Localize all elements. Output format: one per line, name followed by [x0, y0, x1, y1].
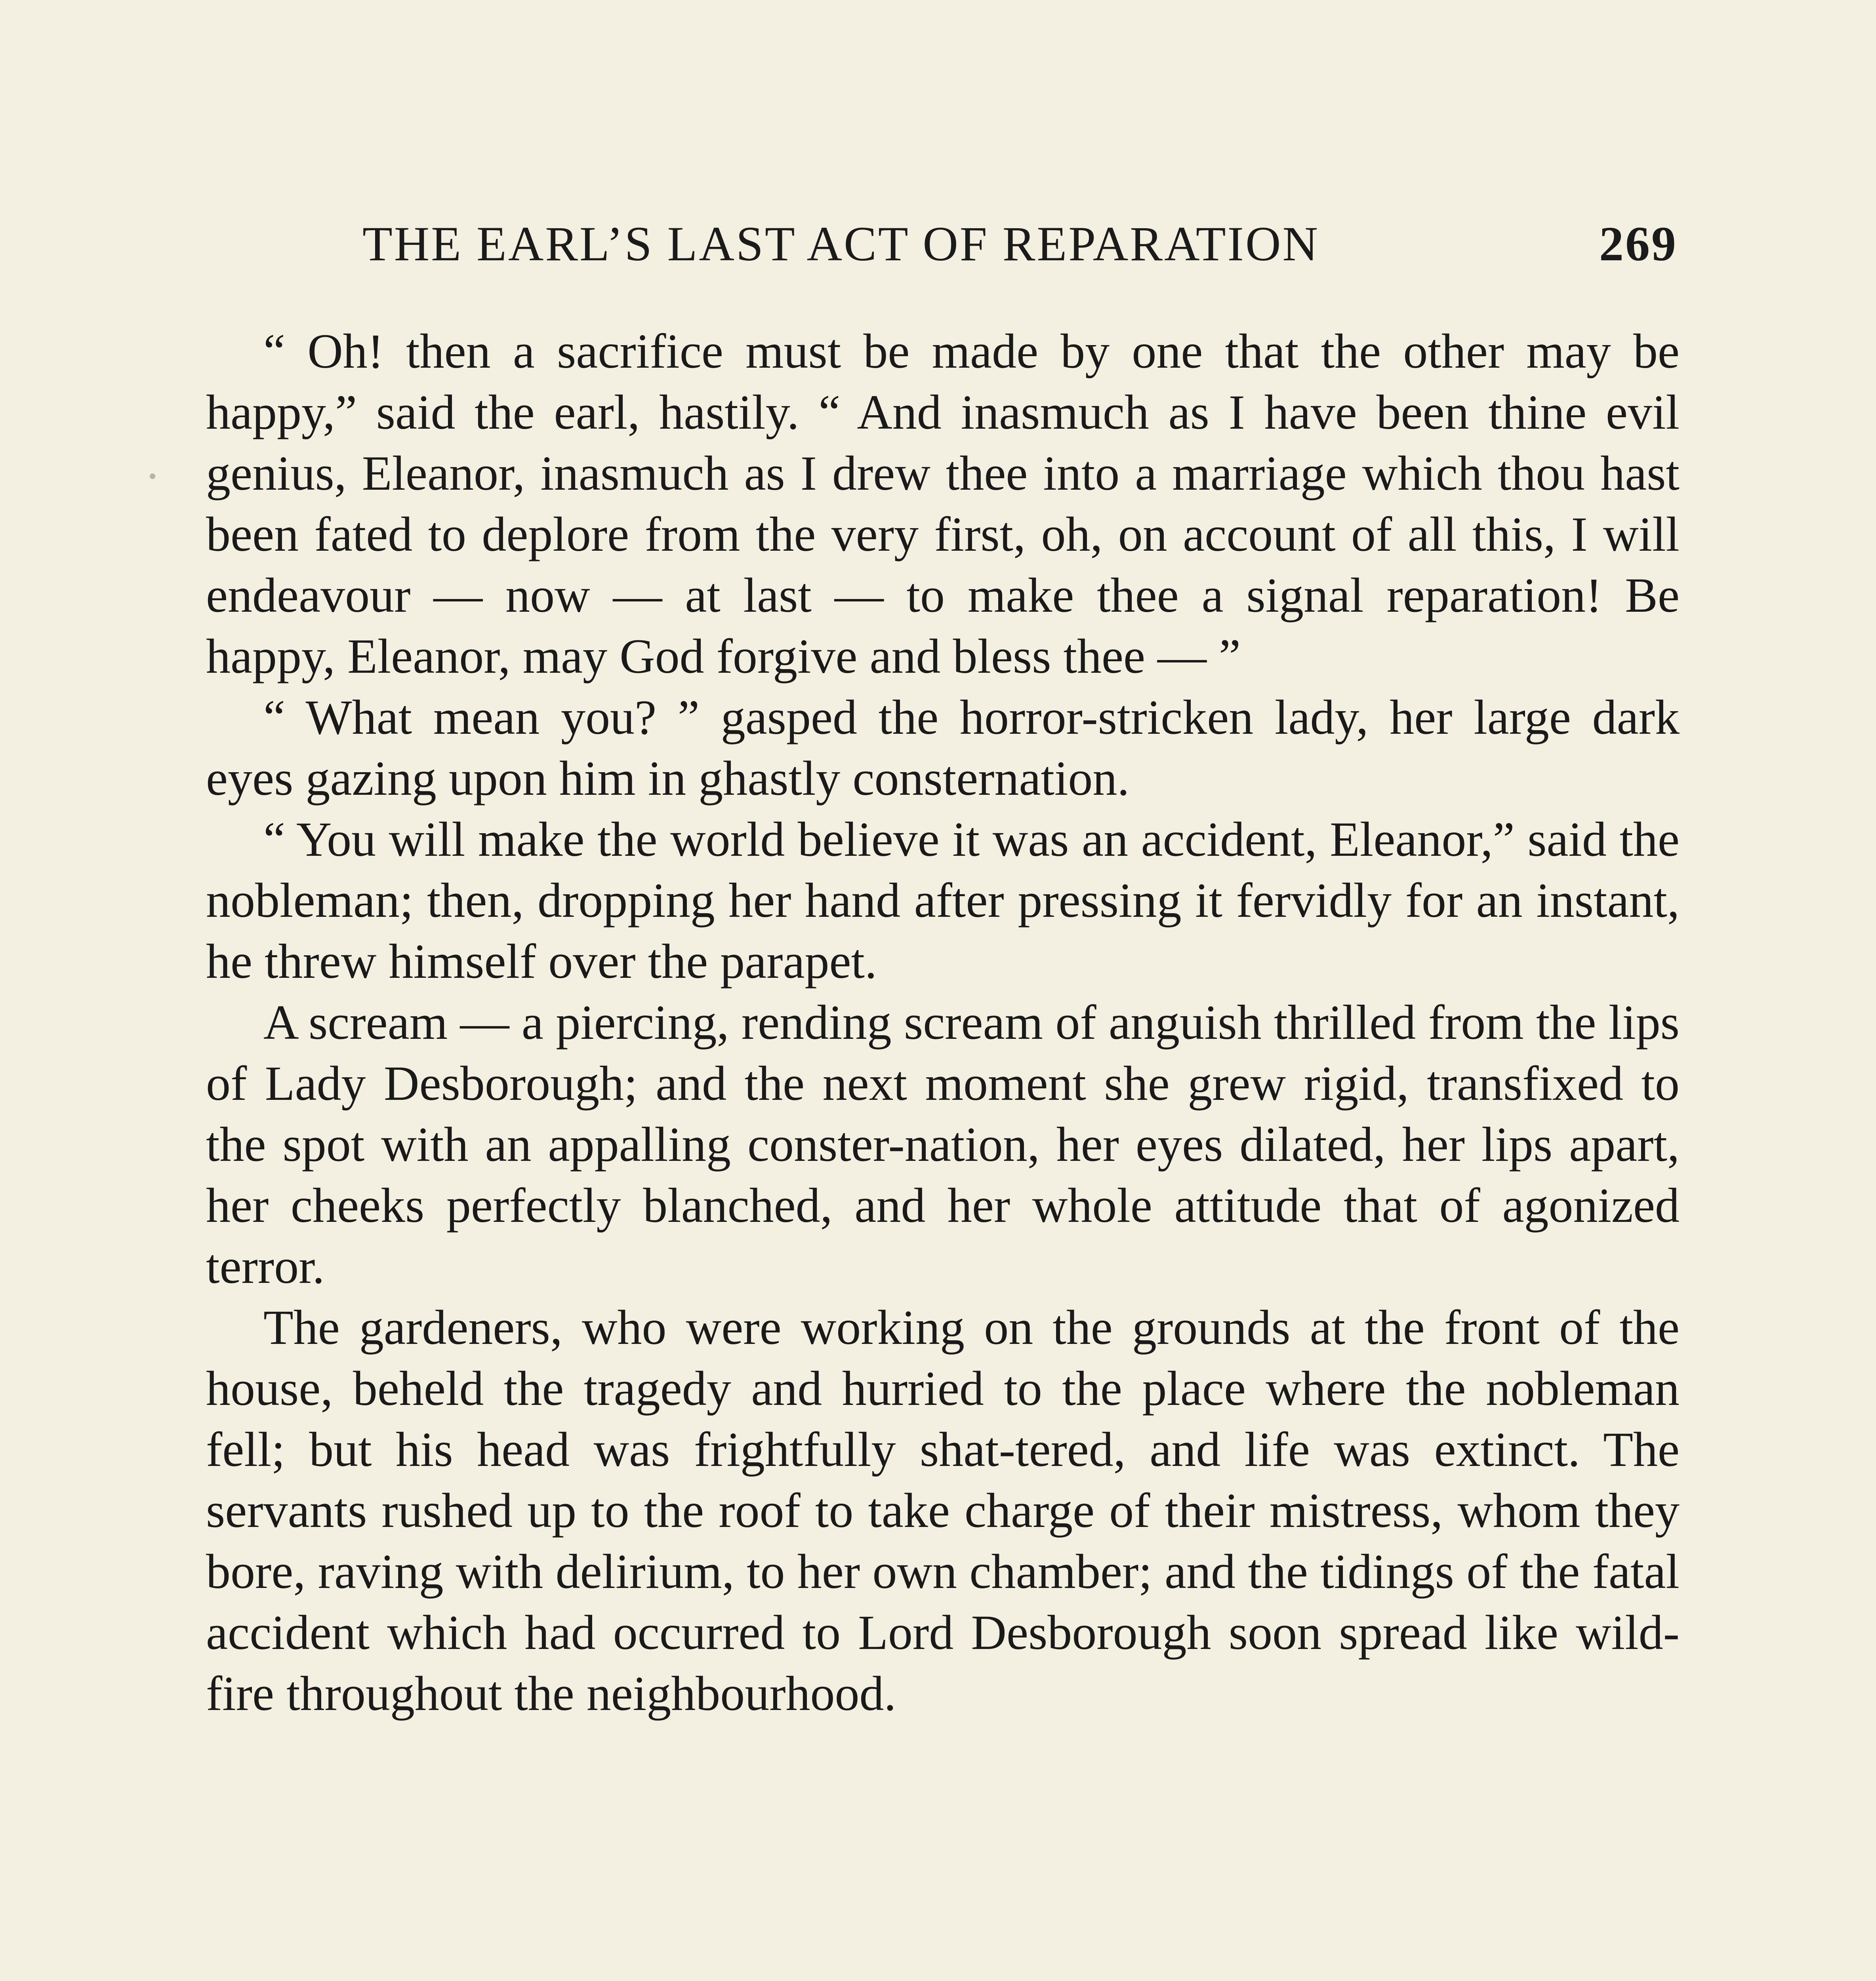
paragraph-1: “ Oh! then a sacrifice must be made by one that the other may be happy,” said the earl, hastily. “ And inasmuch as I have been thine evil genius, Eleanor, inasmuch as I drew thee into a marriage which thou hast been fated to deplore from the very first, oh, on account of all this, I will endeavour — now — at last — to make thee a signal reparation! Be happy, Eleanor, may God forgive and bless thee — ”: [206, 324, 1680, 683]
paragraph-4: A scream — a piercing, rending scream of anguish thrilled from the lips of Lady Desborough; and the next moment she grew rigid, transfixed to the spot with an appalling conster-nation, her eyes dilated, her lips apart, her cheeks perfectly blanched, and her whole attitude that of agonized terror.: [206, 995, 1680, 1294]
body-text: [206, 321, 1680, 1724]
running-head: [362, 216, 1678, 275]
margin-speck: [150, 473, 155, 479]
running-head-title: THE EARL’S LAST ACT OF REPARATION: [362, 217, 1320, 271]
paragraph-3: “ You will make the world believe it was an accident, Eleanor,” said the nobleman; then, dropping her hand after pressing it fervidly for an instant, he threw himself over the parapet.: [206, 812, 1680, 989]
paragraph-2: “ What mean you? ” gasped the horror-stricken lady, her large dark eyes gazing upon him in ghastly consternation.: [206, 690, 1680, 805]
page-number: 269: [1599, 217, 1678, 271]
paragraph-5: The gardeners, who were working on the grounds at the front of the house, beheld the tragedy and hurried to the place where the nobleman fell; but his head was frightfully shat-tered, and life was extinct. The servants rushed up to the roof to take charge of their mistress, whom they bore, raving with delirium, to her own chamber; and the tidings of the fatal accident which had occurred to Lord Desborough soon spread like wild-fire throughout the neighbourhood.: [206, 1300, 1680, 1721]
